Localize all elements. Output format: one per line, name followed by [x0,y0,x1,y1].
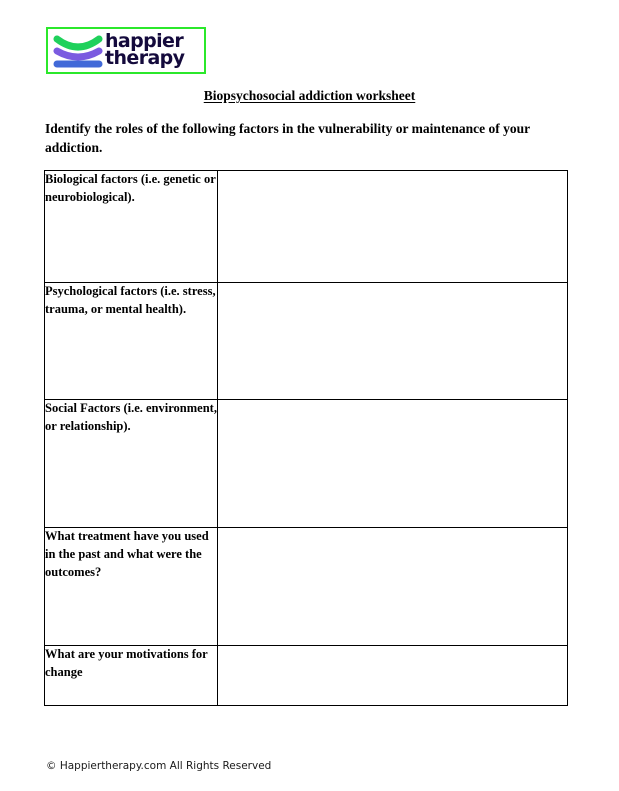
logo-word-therapy: therapy [105,47,185,69]
worksheet-prompt-cell: Psychological factors (i.e. stress, trauma, or mental health). [45,283,218,400]
logo-wordmark [105,29,200,69]
logo-purple-arc [57,51,99,57]
worksheet-table-body [45,171,568,706]
worksheet-answer-cell[interactable] [218,171,568,283]
worksheet-table [44,170,568,706]
worksheet-answer-cell[interactable] [218,283,568,400]
worksheet-answer-cell[interactable] [218,528,568,646]
logo-waves-icon [53,31,103,71]
worksheet-row [45,283,568,400]
worksheet-row [45,400,568,528]
instructions-text: Identify the roles of the following factors in the vulnerability or maintenance of your addiction. [45,121,530,156]
worksheet-row [45,528,568,646]
worksheet-answer-cell[interactable] [218,400,568,528]
worksheet-prompt-cell: What are your motivations for change [45,646,218,706]
worksheet-row [45,171,568,283]
page-title: Biopsychosocial addiction worksheet [203,88,416,103]
footer-copyright: © Happiertherapy.com All Rights Reserved [46,760,272,772]
worksheet-prompt-cell: What treatment have you used in the past and what were the outcomes? [45,528,218,646]
worksheet-prompt-cell: Social Factors (i.e. environment, or relationship). [45,400,218,528]
brand-logo [46,27,206,74]
logo-green-arc [57,39,99,47]
logo-word-happier: happier [105,29,184,52]
worksheet-prompt-cell: Biological factors (i.e. genetic or neurobiological). [45,171,218,283]
worksheet-row [45,646,568,706]
worksheet-answer-cell[interactable] [218,646,568,706]
